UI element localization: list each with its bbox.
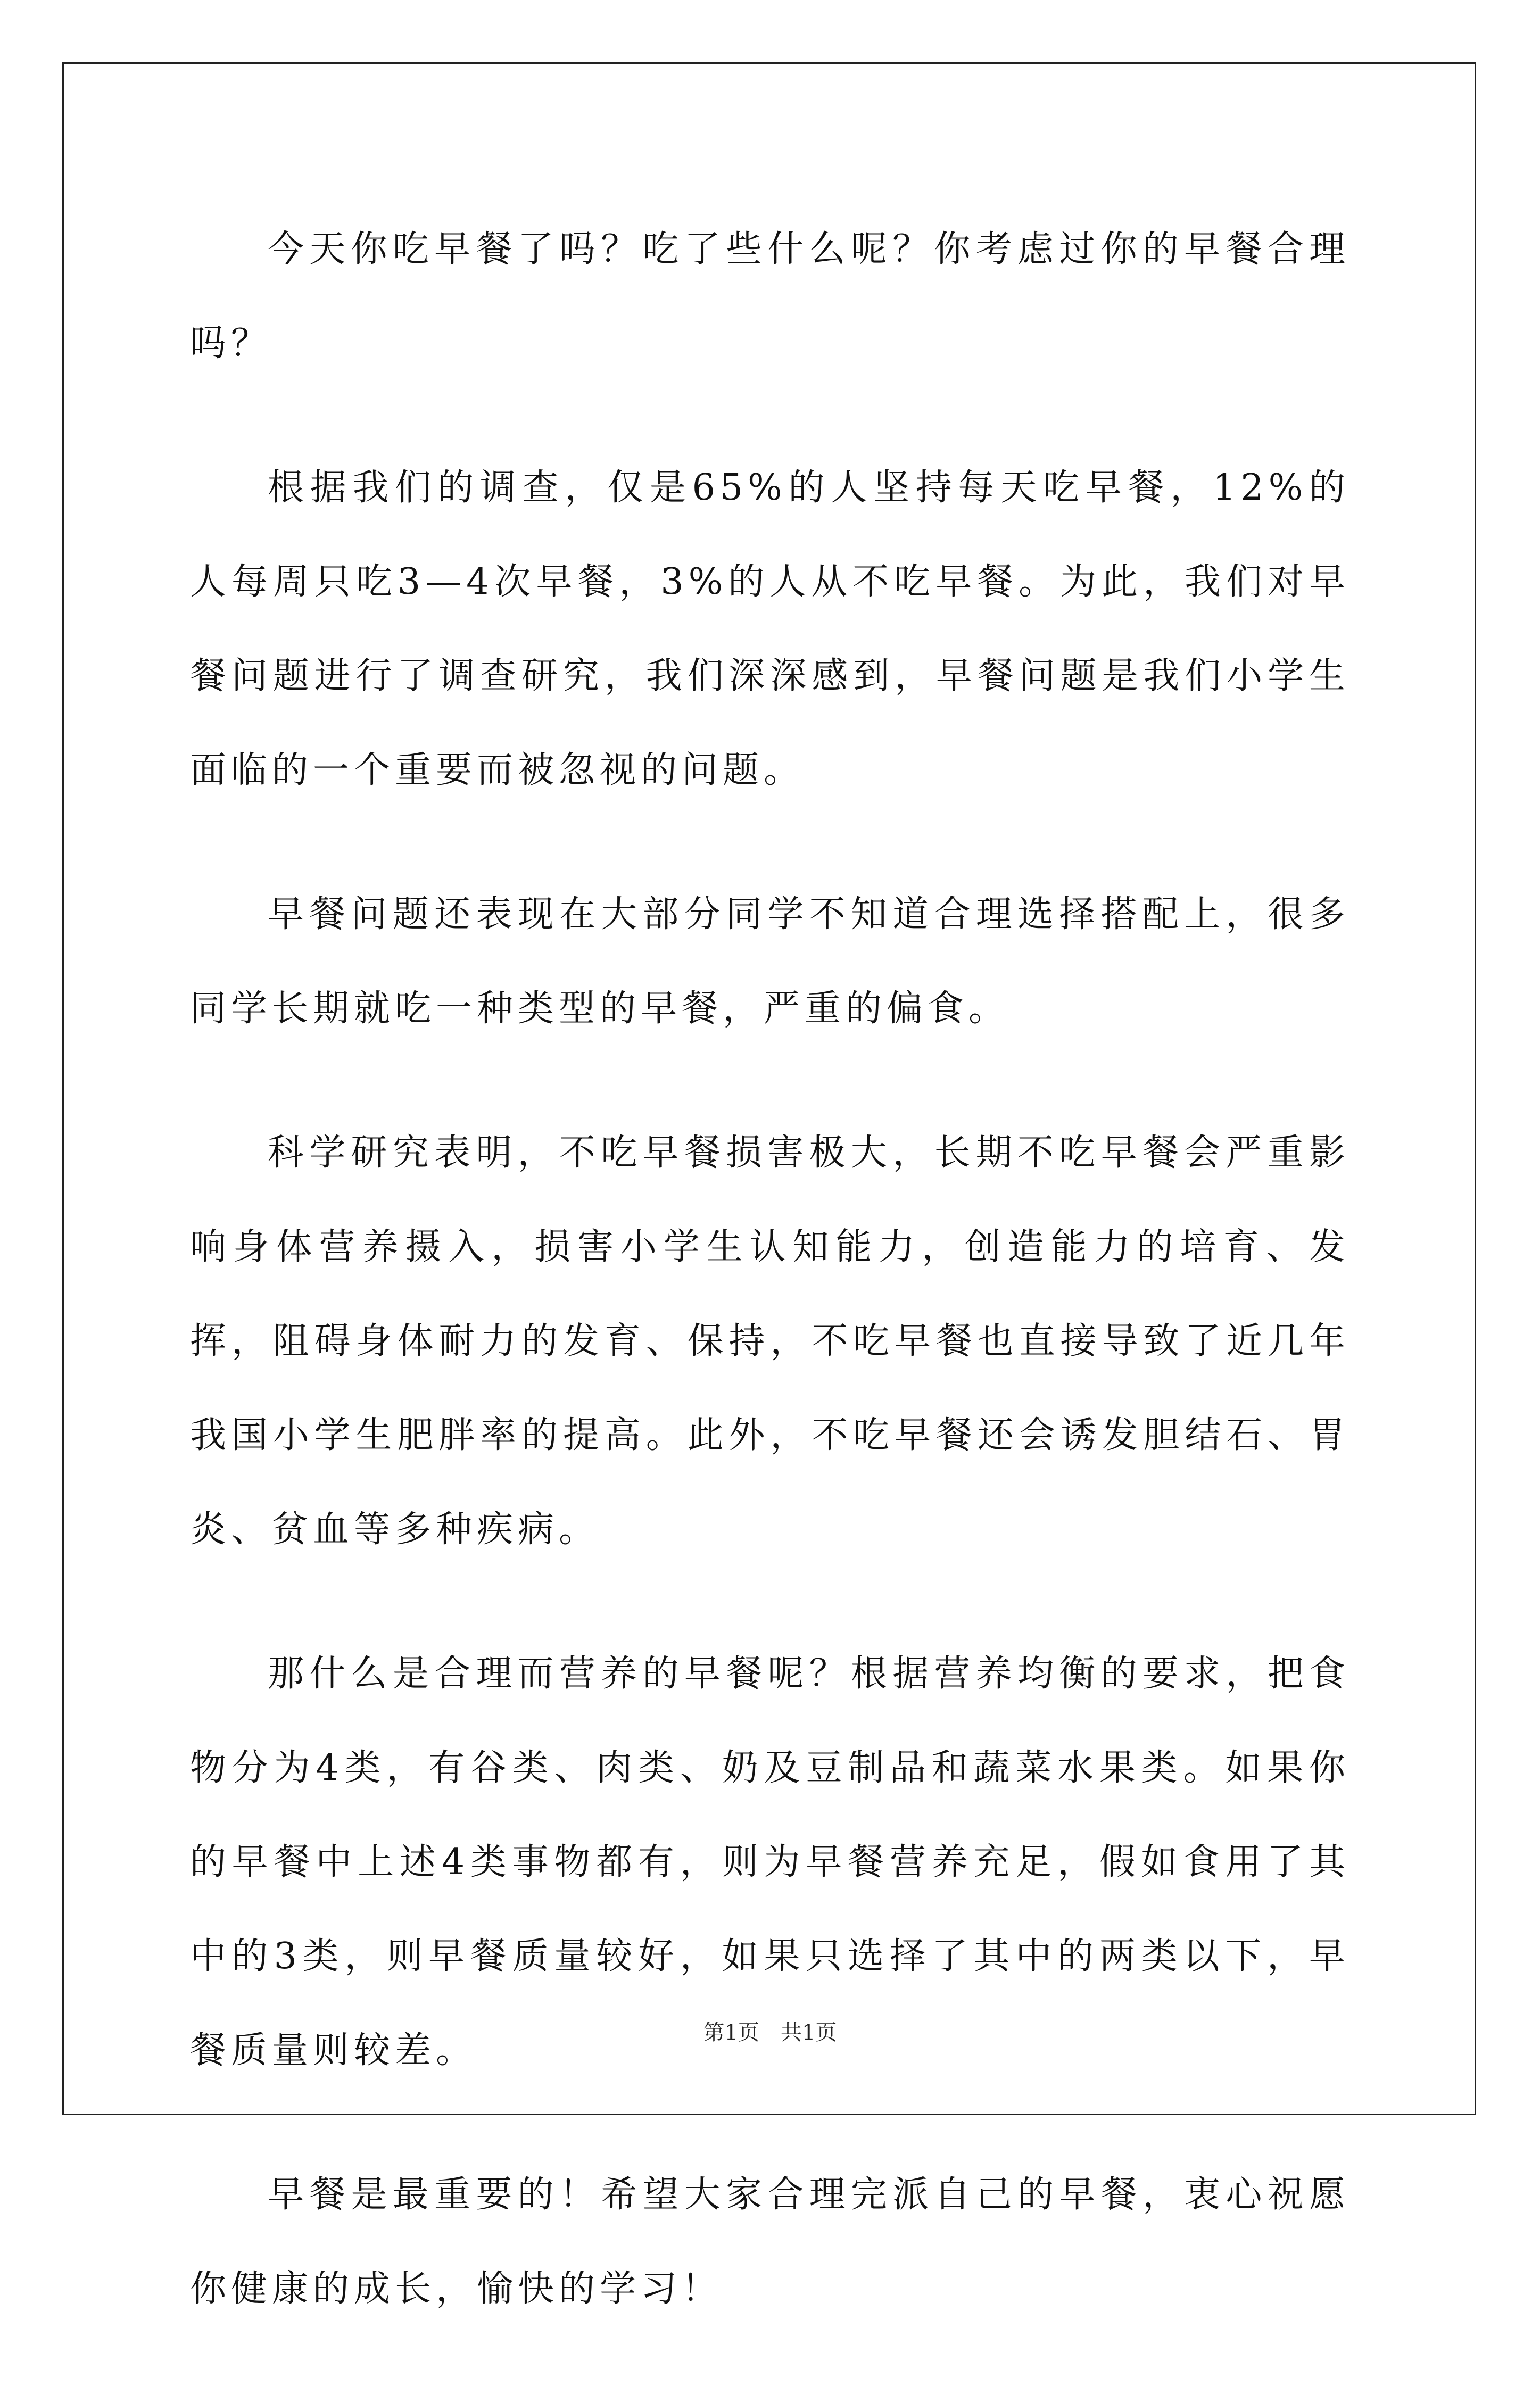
paragraph: 早餐是最重要的！希望大家合理完派自己的早餐，衷心祝愿你健康的成长，愉快的学习！: [190, 2174, 1350, 2310]
page-number-footer: 第1页 共1页: [703, 2020, 837, 2045]
paragraph: 早餐问题还表现在大部分同学不知道合理选择搭配上，很多同学长期就吃一种类型的早餐，严重的偏食。: [190, 893, 1350, 1030]
paragraph: 科学研究表明，不吃早餐损害极大，长期不吃早餐会严重影响身体营养摄入，损害小学生认知能力，创造能力的培育、发挥，阻碍身体耐力的发育、保持，不吃早餐也直接导致了近几年我国小学生肥胖率的提高。此外，不吃早餐还会诱发胆结石、胃炎、贫血等多种疾病。: [190, 1132, 1350, 1551]
paragraph: 那什么是合理而营养的早餐呢？根据营养均衡的要求，把食物分为4类，有谷类、肉类、奶及豆制品和蔬菜水果类。如果你的早餐中上述4类事物都有，则为早餐营养充足，假如食用了其中的3类，则早餐质量较好，如果只选择了其中的两类以下，早餐质量则较差。: [190, 1653, 1350, 2072]
paragraph: 今天你吃早餐了吗？吃了些什么呢？你考虑过你的早餐合理吗？: [190, 228, 1350, 364]
paragraph: 根据我们的调查，仅是65%的人坚持每天吃早餐，12%的人每周只吃3—4次早餐，3%的人从不吃早餐。为此，我们对早餐问题进行了调查研究，我们深深感到，早餐问题是我们小学生面临的一个重要而被忽视的问题。: [190, 467, 1350, 791]
document-body: [190, 202, 1350, 2386]
